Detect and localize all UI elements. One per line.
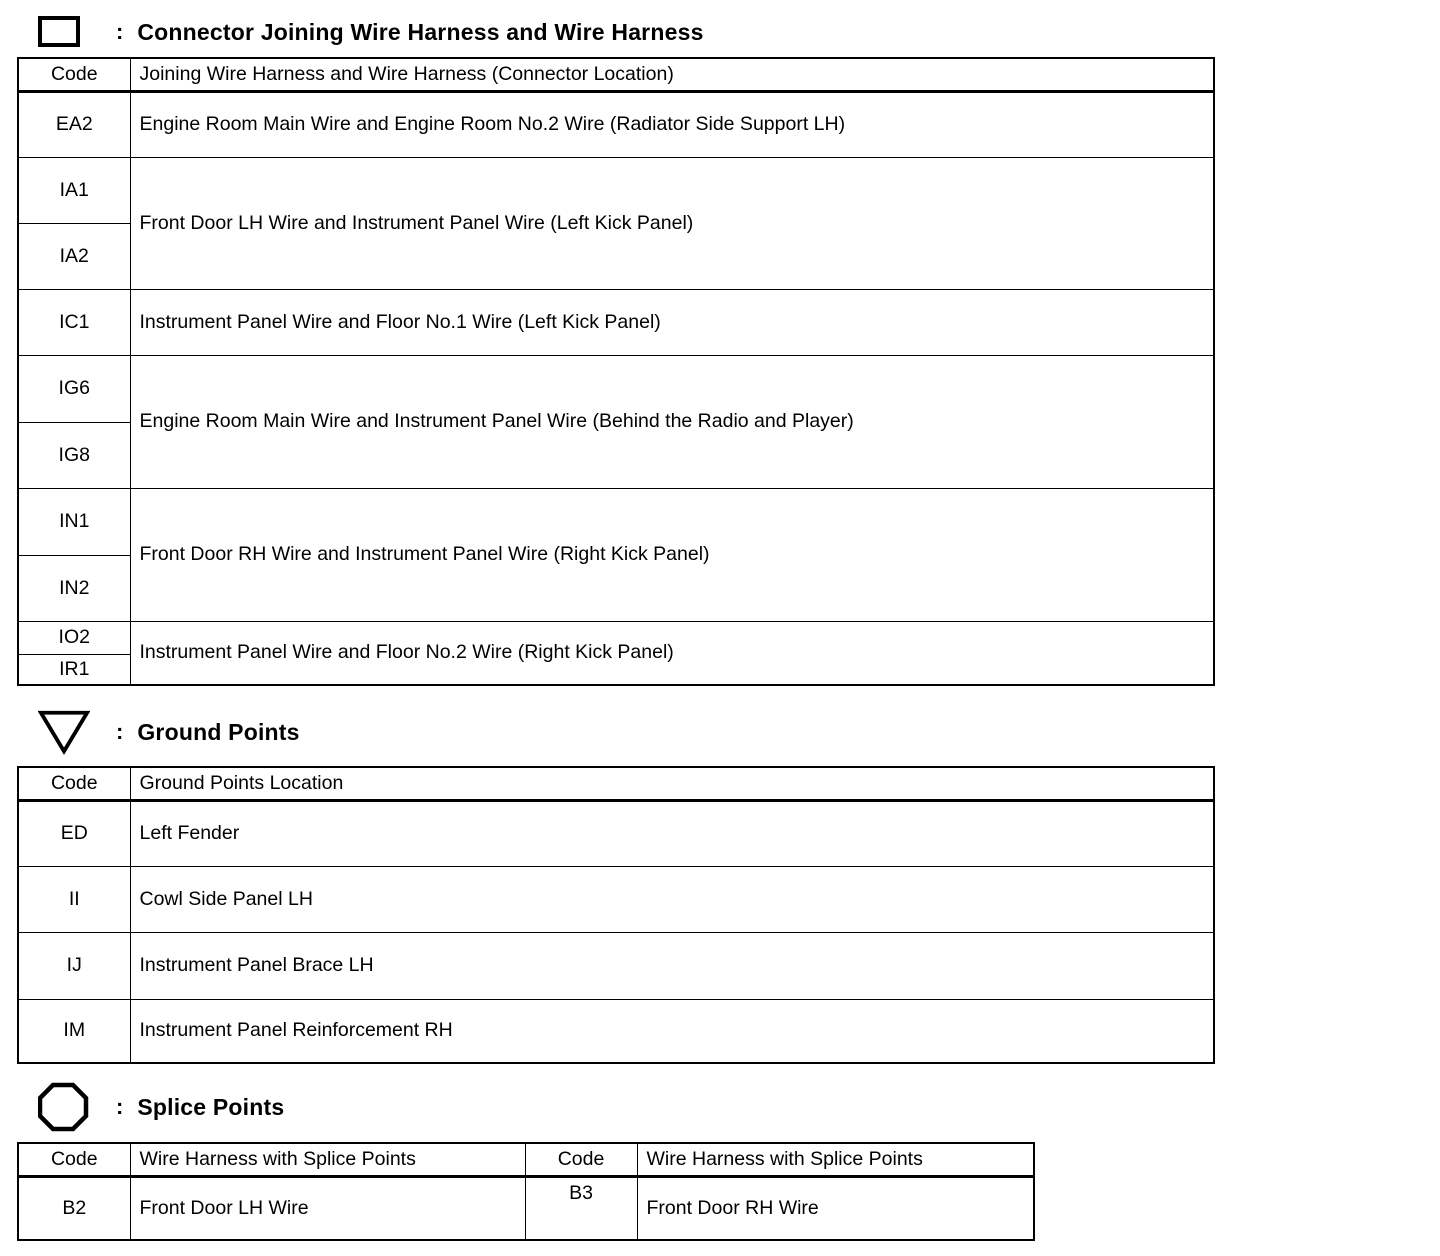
splice-section-header <box>38 1083 284 1131</box>
connector-code: IR1 <box>18 654 130 685</box>
connector-code: IG8 <box>18 422 130 488</box>
table-row <box>18 621 1214 654</box>
connector-code: IA2 <box>18 223 130 289</box>
table-row <box>18 866 1214 932</box>
table-row <box>18 999 1214 1063</box>
ground-code: IJ <box>18 932 130 999</box>
ground-description: Left Fender <box>130 800 1214 866</box>
connector-code: IA1 <box>18 157 130 223</box>
ground-description: Instrument Panel Brace LH <box>130 932 1214 999</box>
connector-description: Instrument Panel Wire and Floor No.2 Wire (Right Kick Panel) <box>130 621 1214 685</box>
code-header: Code <box>18 1143 130 1176</box>
connector-code: EA2 <box>18 91 130 157</box>
ground-colon: : <box>116 719 124 744</box>
connector-square-icon <box>38 8 90 56</box>
connector-section-title: Connector Joining Wire Harness and Wire Harness <box>137 18 704 45</box>
harness-header-2: Wire Harness with Splice Points <box>637 1143 1034 1176</box>
connector-section-header <box>38 8 704 56</box>
ground-code: IM <box>18 999 130 1063</box>
ground-section-header <box>38 708 300 756</box>
table-row <box>18 488 1214 555</box>
ground-table-header <box>18 767 1214 800</box>
connector-colon: : <box>116 19 124 44</box>
connector-description: Engine Room Main Wire and Engine Room No.2 Wire (Radiator Side Support LH) <box>130 91 1214 157</box>
code-header: Code <box>18 58 130 91</box>
connector-code: IN1 <box>18 488 130 555</box>
location-header: Ground Points Location <box>130 767 1214 800</box>
connector-description: Front Door LH Wire and Instrument Panel Wire (Left Kick Panel) <box>130 157 1214 289</box>
splice-description: Front Door LH Wire <box>130 1176 525 1240</box>
table-row <box>18 1176 1034 1240</box>
ground-description: Cowl Side Panel LH <box>130 866 1214 932</box>
splice-code: B2 <box>18 1176 130 1240</box>
ground-section-title: Ground Points <box>137 718 300 745</box>
splice-colon: : <box>116 1094 124 1119</box>
harness-header: Wire Harness with Splice Points <box>130 1143 525 1176</box>
connector-code: IC1 <box>18 289 130 355</box>
connector-description: Engine Room Main Wire and Instrument Panel Wire (Behind the Radio and Player) <box>130 355 1214 488</box>
connector-description: Instrument Panel Wire and Floor No.1 Wire (Left Kick Panel) <box>130 289 1214 355</box>
table-row <box>18 91 1214 157</box>
connector-code: IG6 <box>18 355 130 422</box>
splice-section-title: Splice Points <box>137 1093 285 1120</box>
connector-code: IN2 <box>18 555 130 621</box>
splice-octagon-icon <box>38 1083 90 1131</box>
location-header: Joining Wire Harness and Wire Harness (Connector Location) <box>130 58 1214 91</box>
splice-code-2: B3 <box>525 1176 637 1240</box>
code-header-2: Code <box>525 1143 637 1176</box>
table-row <box>18 800 1214 866</box>
ground-code: ED <box>18 800 130 866</box>
table-row <box>18 932 1214 999</box>
ground-triangle-icon <box>38 708 90 756</box>
connector-code: IO2 <box>18 621 130 654</box>
ground-table <box>17 766 1215 1064</box>
splice-table <box>17 1142 1035 1241</box>
connector-table-header <box>18 58 1214 91</box>
table-row <box>18 355 1214 422</box>
table-row <box>18 157 1214 223</box>
splice-description-2: Front Door RH Wire <box>637 1176 1034 1240</box>
ground-description: Instrument Panel Reinforcement RH <box>130 999 1214 1063</box>
table-row <box>18 289 1214 355</box>
code-header: Code <box>18 767 130 800</box>
ground-code: II <box>18 866 130 932</box>
connector-description: Front Door RH Wire and Instrument Panel Wire (Right Kick Panel) <box>130 488 1214 621</box>
connector-table <box>17 57 1215 686</box>
splice-table-header <box>18 1143 1034 1176</box>
